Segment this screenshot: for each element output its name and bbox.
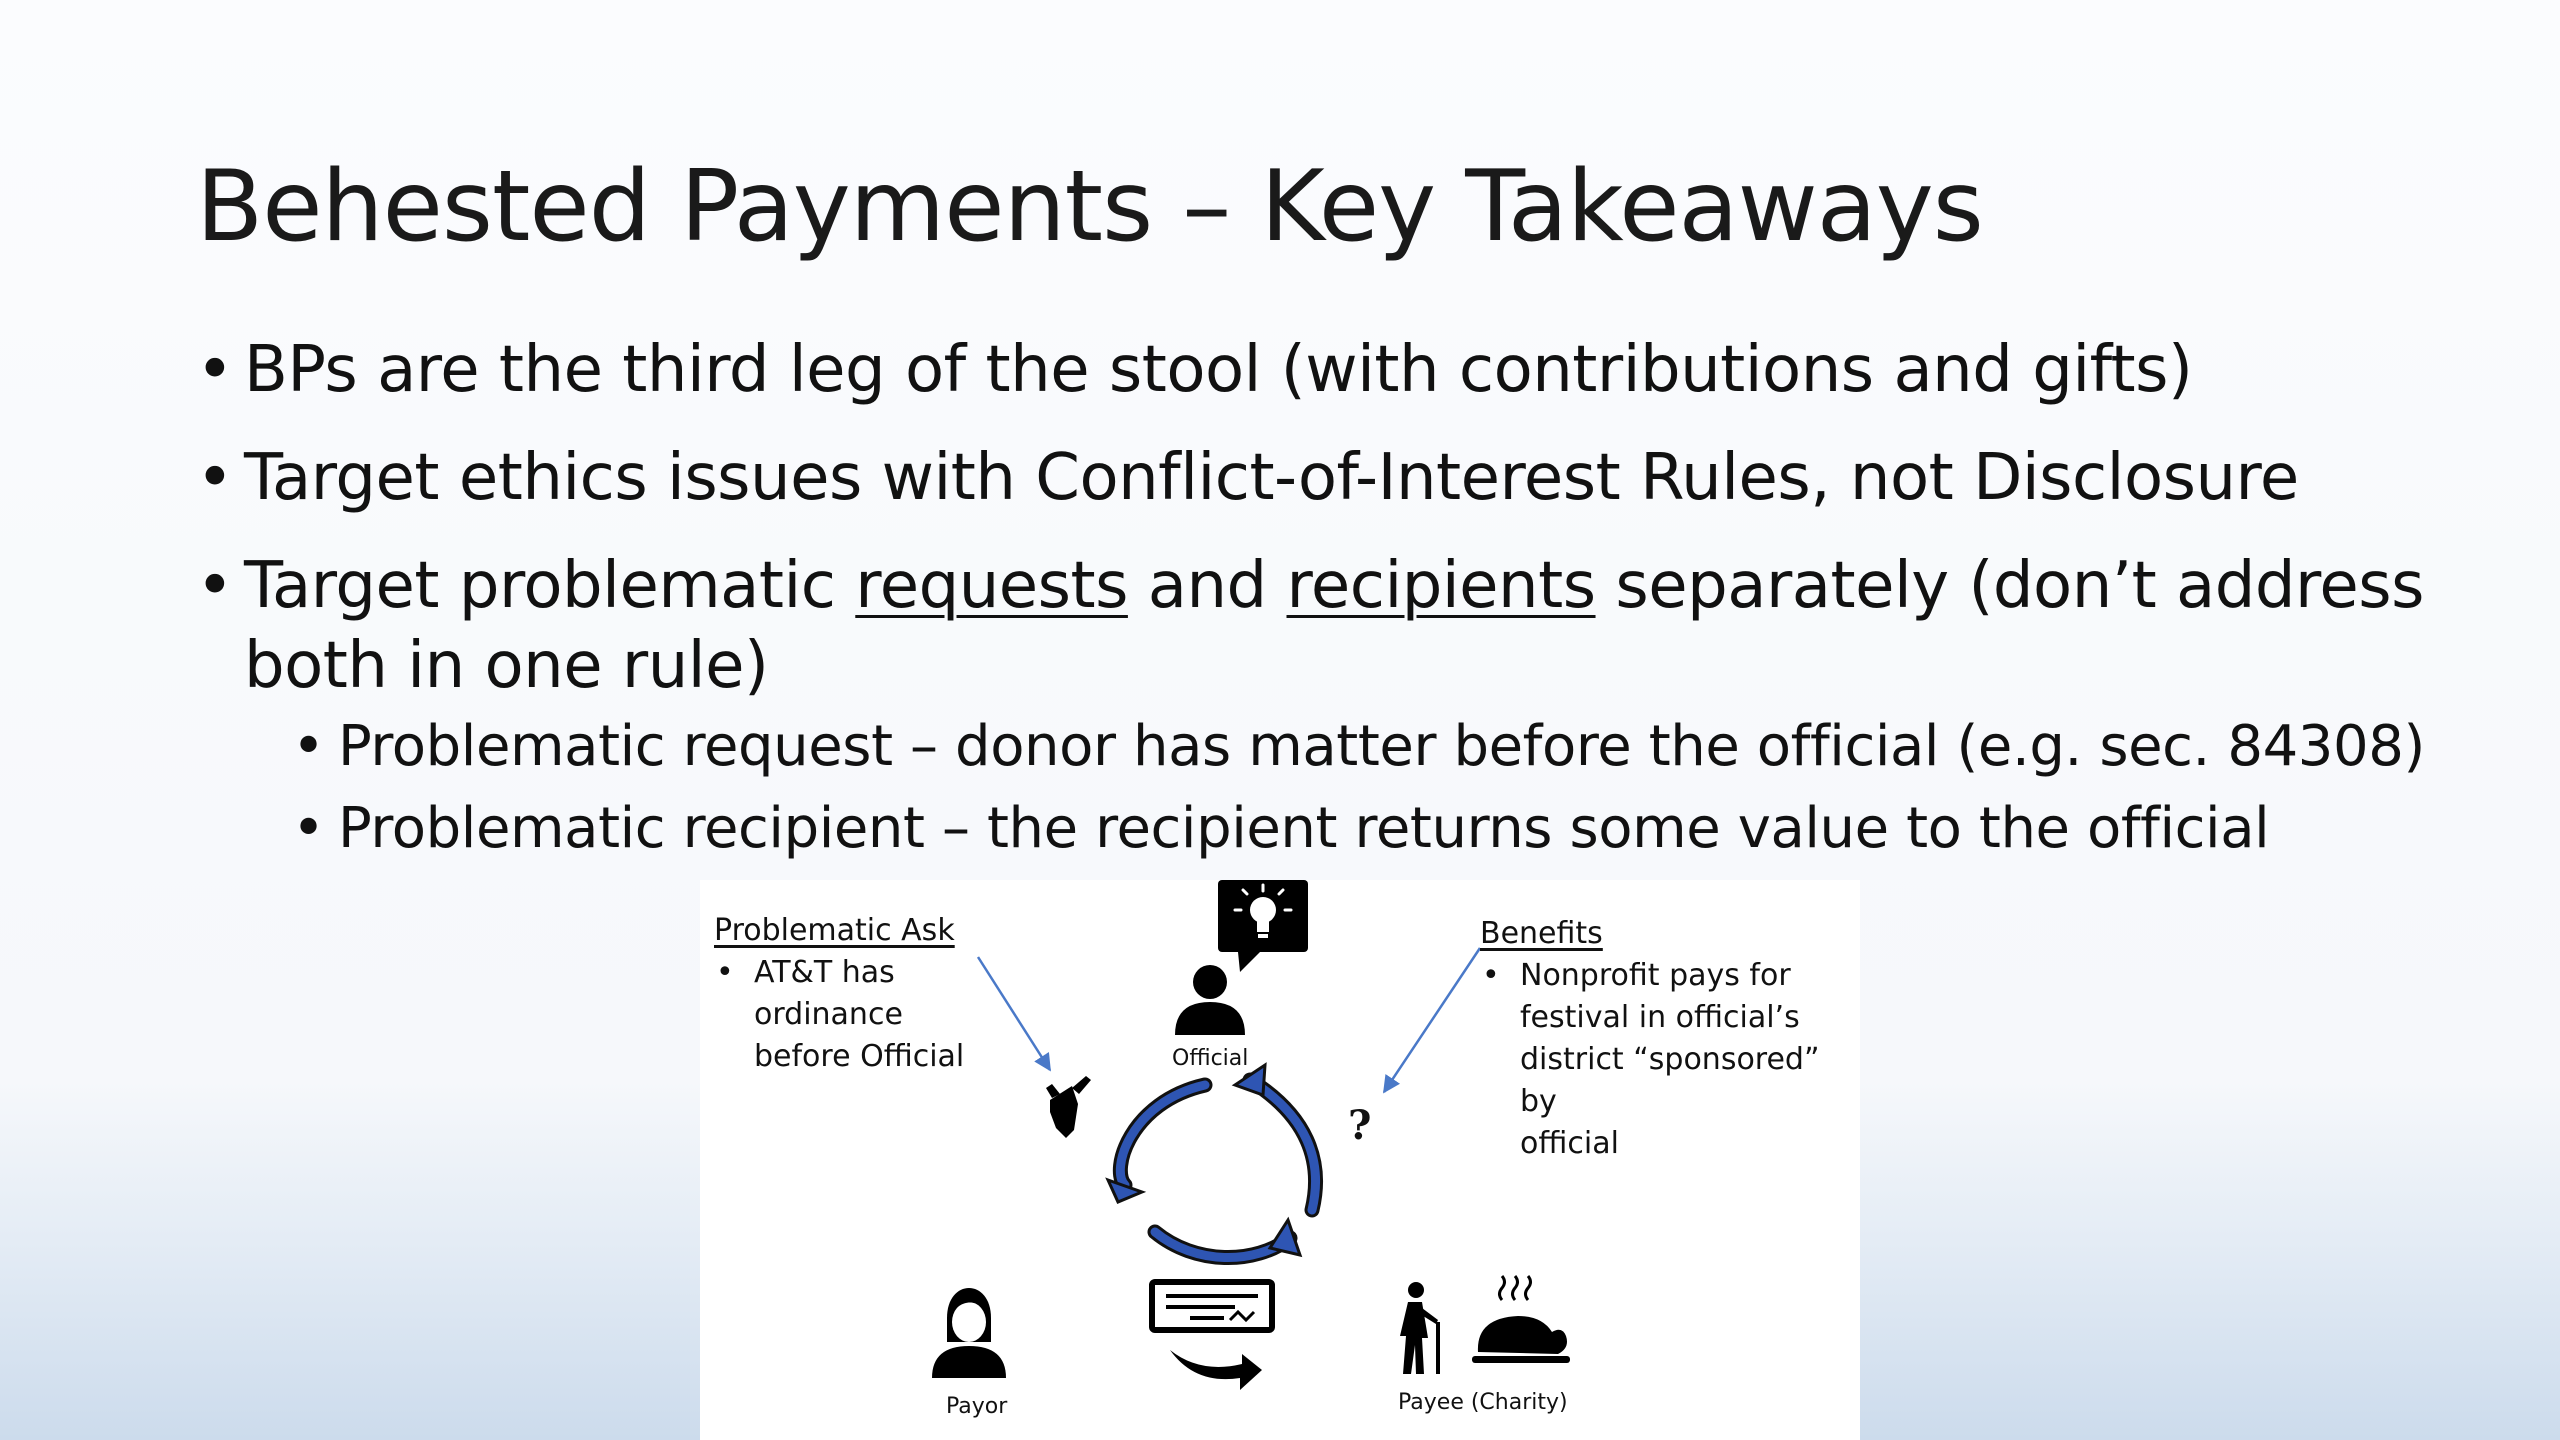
bullet-list bbox=[196, 330, 2446, 876]
benefits-callout bbox=[1480, 913, 1860, 1165]
question-mark: ? bbox=[1348, 1102, 1372, 1149]
official-person-icon bbox=[1175, 965, 1245, 1035]
bullet-text-pre: Target problematic bbox=[244, 549, 856, 623]
ask-line: before Official bbox=[754, 1039, 965, 1074]
behested-payment-diagram bbox=[700, 880, 1860, 1440]
bullet-text: Target ethics issues with Conflict-of-Interest Rules, not Disclosure bbox=[244, 441, 2299, 515]
ask-pointer-line bbox=[978, 957, 1050, 1070]
sub-bullet-text: Problematic recipient – the recipient returns some value to the official bbox=[338, 796, 2270, 861]
bullet-dot: • bbox=[716, 955, 734, 990]
problematic-ask-callout bbox=[714, 910, 964, 1078]
bullet-dot: • bbox=[196, 549, 234, 623]
bullet-dot: • bbox=[292, 796, 325, 861]
benefits-pointer-line bbox=[1384, 948, 1480, 1092]
benefits-line: official bbox=[1520, 1126, 1619, 1161]
roast-turkey-icon bbox=[1472, 1276, 1570, 1363]
benefits-line: district “sponsored” by bbox=[1520, 1042, 1820, 1119]
benefits-heading: Benefits bbox=[1480, 916, 1603, 951]
payor-label: Payor bbox=[946, 1394, 1008, 1419]
ask-line: AT&T has bbox=[754, 955, 895, 990]
payee-label: Payee (Charity) bbox=[1398, 1390, 1568, 1415]
ask-line: ordinance bbox=[754, 997, 903, 1032]
sub-bullet-item bbox=[292, 712, 2446, 782]
pointing-hand-icon bbox=[1046, 1076, 1091, 1138]
underlined-requests: requests bbox=[855, 549, 1128, 623]
bullet-item bbox=[196, 330, 2446, 410]
payor-body bbox=[932, 1346, 1006, 1378]
bullet-dot: • bbox=[196, 333, 234, 407]
cycle-arrows-icon bbox=[1108, 1065, 1316, 1258]
bullet-dot: • bbox=[292, 714, 325, 779]
bullet-item bbox=[196, 546, 2446, 706]
check-icon bbox=[1152, 1282, 1272, 1330]
elderly-person-icon bbox=[1400, 1282, 1440, 1374]
woman-payor-icon bbox=[947, 1288, 991, 1342]
bullet-item bbox=[196, 438, 2446, 518]
bullet-text: BPs are the third leg of the stool (with contributions and gifts) bbox=[244, 333, 2193, 407]
benefits-item bbox=[1480, 955, 1860, 1165]
ask-item bbox=[714, 952, 964, 1078]
benefits-line: Nonprofit pays for bbox=[1520, 958, 1791, 993]
slide-title: Behested Payments – Key Takeaways bbox=[196, 150, 1983, 264]
bullet-dot: • bbox=[196, 441, 234, 515]
underlined-recipients: recipients bbox=[1286, 549, 1596, 623]
ask-heading: Problematic Ask bbox=[714, 913, 955, 948]
arrow-right-icon bbox=[1170, 1350, 1262, 1390]
sub-bullet-item bbox=[292, 794, 2446, 864]
lightbulb-speech-icon bbox=[1218, 880, 1308, 972]
benefits-line: festival in official’s bbox=[1520, 1000, 1800, 1035]
bullet-text-mid: and bbox=[1127, 549, 1287, 623]
bullet-text-post: separately (don’t address both in one rule) bbox=[244, 549, 2424, 703]
bullet-dot: • bbox=[1482, 958, 1500, 993]
sub-bullet-text: Problematic request – donor has matter before the official (e.g. sec. 84308) bbox=[338, 714, 2425, 779]
official-label: Official bbox=[1172, 1046, 1249, 1071]
